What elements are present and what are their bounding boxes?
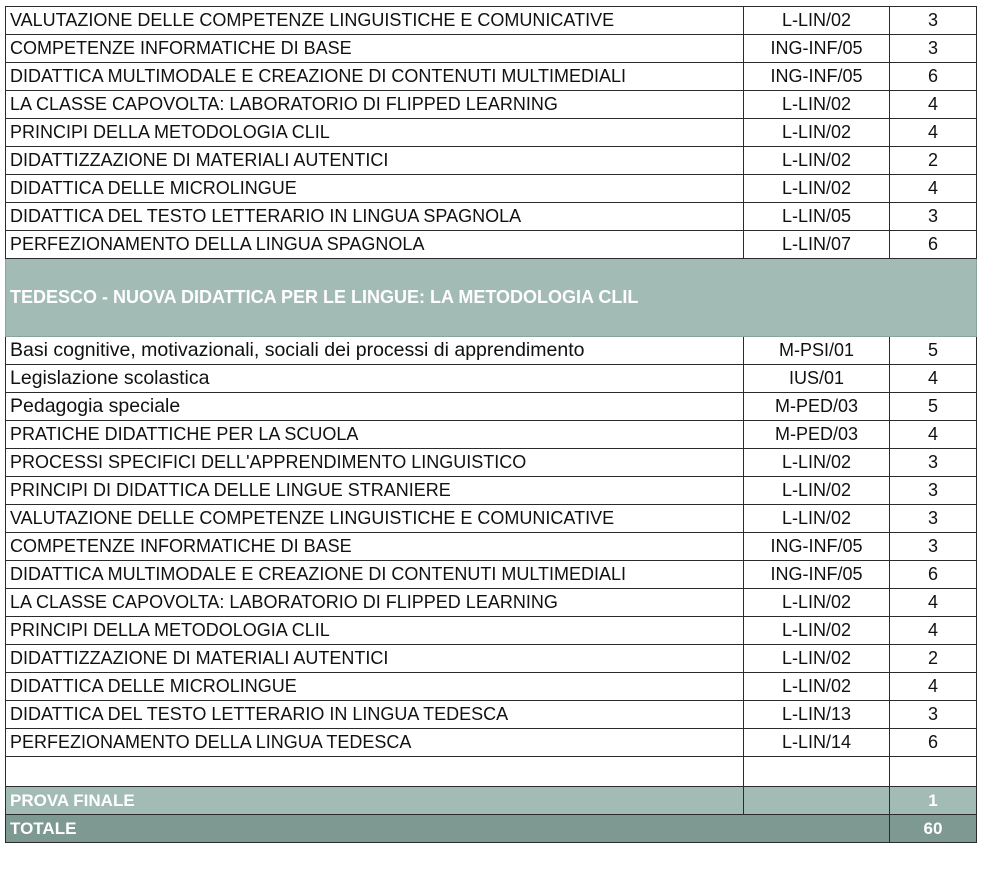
course-name: Pedagogia speciale: [6, 393, 744, 421]
course-name: DIDATTICA DELLE MICROLINGUE: [6, 673, 744, 701]
course-ssd: L-LIN/02: [744, 505, 890, 533]
spanish-course-rows: [6, 7, 977, 259]
course-cfu: 2: [890, 147, 977, 175]
course-name: PRINCIPI DELLA METODOLOGIA CLIL: [6, 617, 744, 645]
course-cfu: 4: [890, 91, 977, 119]
final-exam-label: PROVA FINALE: [6, 787, 744, 815]
course-row: [6, 231, 977, 259]
course-row: [6, 673, 977, 701]
course-row: [6, 63, 977, 91]
course-ssd: L-LIN/02: [744, 7, 890, 35]
course-ssd: L-LIN/02: [744, 449, 890, 477]
course-name: PERFEZIONAMENTO DELLA LINGUA SPAGNOLA: [6, 231, 744, 259]
course-cfu: 3: [890, 7, 977, 35]
course-cfu: 3: [890, 449, 977, 477]
blank-cell: [6, 757, 744, 787]
blank-row: [6, 757, 977, 787]
course-row: [6, 119, 977, 147]
course-name: PRINCIPI DI DIDATTICA DELLE LINGUE STRANIERE: [6, 477, 744, 505]
course-row: [6, 533, 977, 561]
course-name: LA CLASSE CAPOVOLTA: LABORATORIO DI FLIPPED LEARNING: [6, 91, 744, 119]
course-row: [6, 7, 977, 35]
course-row: [6, 393, 977, 421]
course-name: DIDATTICA MULTIMODALE E CREAZIONE DI CONTENUTI MULTIMEDIALI: [6, 63, 744, 91]
course-name: PROCESSI SPECIFICI DELL'APPRENDIMENTO LINGUISTICO: [6, 449, 744, 477]
course-row: [6, 337, 977, 365]
course-cfu: 3: [890, 35, 977, 63]
course-name: COMPETENZE INFORMATICHE DI BASE: [6, 533, 744, 561]
course-ssd: M-PED/03: [744, 393, 890, 421]
course-ssd: L-LIN/07: [744, 231, 890, 259]
course-name: DIDATTICA DEL TESTO LETTERARIO IN LINGUA SPAGNOLA: [6, 203, 744, 231]
german-course-rows: [6, 337, 977, 757]
section-header-group: [6, 259, 977, 337]
course-row: [6, 617, 977, 645]
course-ssd: L-LIN/02: [744, 119, 890, 147]
blank-cell: [744, 757, 890, 787]
course-cfu: 3: [890, 477, 977, 505]
course-row: [6, 35, 977, 63]
course-name: LA CLASSE CAPOVOLTA: LABORATORIO DI FLIPPED LEARNING: [6, 589, 744, 617]
course-cfu: 3: [890, 505, 977, 533]
section-header-row: [6, 259, 977, 337]
course-ssd: ING-INF/05: [744, 35, 890, 63]
course-name: DIDATTIZZAZIONE DI MATERIALI AUTENTICI: [6, 645, 744, 673]
course-ssd: IUS/01: [744, 365, 890, 393]
course-row: [6, 701, 977, 729]
course-cfu: 6: [890, 561, 977, 589]
course-ssd: L-LIN/02: [744, 477, 890, 505]
course-table: [5, 6, 977, 843]
course-cfu: 5: [890, 393, 977, 421]
course-row: [6, 203, 977, 231]
course-row: [6, 175, 977, 203]
total-cfu: 60: [890, 815, 977, 843]
course-name: PRATICHE DIDATTICHE PER LA SCUOLA: [6, 421, 744, 449]
course-cfu: 4: [890, 175, 977, 203]
course-name: VALUTAZIONE DELLE COMPETENZE LINGUISTICHE E COMUNICATIVE: [6, 505, 744, 533]
course-cfu: 4: [890, 617, 977, 645]
course-cfu: 3: [890, 203, 977, 231]
course-ssd: L-LIN/02: [744, 91, 890, 119]
course-ssd: L-LIN/02: [744, 617, 890, 645]
course-ssd: L-LIN/02: [744, 645, 890, 673]
course-name: DIDATTICA MULTIMODALE E CREAZIONE DI CONTENUTI MULTIMEDIALI: [6, 561, 744, 589]
course-table-sheet: [5, 6, 977, 843]
course-ssd: L-LIN/13: [744, 701, 890, 729]
course-cfu: 4: [890, 673, 977, 701]
course-row: [6, 729, 977, 757]
summary-rows: [6, 757, 977, 843]
course-ssd: L-LIN/02: [744, 589, 890, 617]
course-cfu: 4: [890, 421, 977, 449]
course-ssd: L-LIN/02: [744, 673, 890, 701]
course-row: [6, 589, 977, 617]
course-ssd: ING-INF/05: [744, 63, 890, 91]
course-ssd: M-PSI/01: [744, 337, 890, 365]
course-row: [6, 505, 977, 533]
final-exam-row: [6, 787, 977, 815]
course-ssd: ING-INF/05: [744, 533, 890, 561]
blank-cell: [890, 757, 977, 787]
course-cfu: 6: [890, 729, 977, 757]
total-label: TOTALE: [6, 815, 890, 843]
course-name: COMPETENZE INFORMATICHE DI BASE: [6, 35, 744, 63]
course-row: [6, 421, 977, 449]
course-cfu: 6: [890, 63, 977, 91]
course-cfu: 3: [890, 701, 977, 729]
course-name: VALUTAZIONE DELLE COMPETENZE LINGUISTICHE E COMUNICATIVE: [6, 7, 744, 35]
course-row: [6, 645, 977, 673]
course-row: [6, 449, 977, 477]
course-cfu: 2: [890, 645, 977, 673]
final-exam-ssd: [744, 787, 890, 815]
course-ssd: L-LIN/02: [744, 147, 890, 175]
course-row: [6, 561, 977, 589]
course-row: [6, 477, 977, 505]
course-name: PRINCIPI DELLA METODOLOGIA CLIL: [6, 119, 744, 147]
course-name: PERFEZIONAMENTO DELLA LINGUA TEDESCA: [6, 729, 744, 757]
total-row: [6, 815, 977, 843]
course-cfu: 4: [890, 365, 977, 393]
course-name: DIDATTICA DELLE MICROLINGUE: [6, 175, 744, 203]
course-ssd: M-PED/03: [744, 421, 890, 449]
final-exam-cfu: 1: [890, 787, 977, 815]
course-row: [6, 91, 977, 119]
course-ssd: ING-INF/05: [744, 561, 890, 589]
course-cfu: 6: [890, 231, 977, 259]
section-title: TEDESCO - NUOVA DIDATTICA PER LE LINGUE: LA METODOLOGIA CLIL: [6, 259, 977, 337]
course-name: Legislazione scolastica: [6, 365, 744, 393]
course-ssd: L-LIN/05: [744, 203, 890, 231]
course-cfu: 5: [890, 337, 977, 365]
course-name: DIDATTICA DEL TESTO LETTERARIO IN LINGUA TEDESCA: [6, 701, 744, 729]
course-cfu: 3: [890, 533, 977, 561]
course-row: [6, 147, 977, 175]
course-ssd: L-LIN/14: [744, 729, 890, 757]
course-row: [6, 365, 977, 393]
course-ssd: L-LIN/02: [744, 175, 890, 203]
course-cfu: 4: [890, 589, 977, 617]
course-name: Basi cognitive, motivazionali, sociali dei processi di apprendimento: [6, 337, 744, 365]
course-name: DIDATTIZZAZIONE DI MATERIALI AUTENTICI: [6, 147, 744, 175]
course-cfu: 4: [890, 119, 977, 147]
